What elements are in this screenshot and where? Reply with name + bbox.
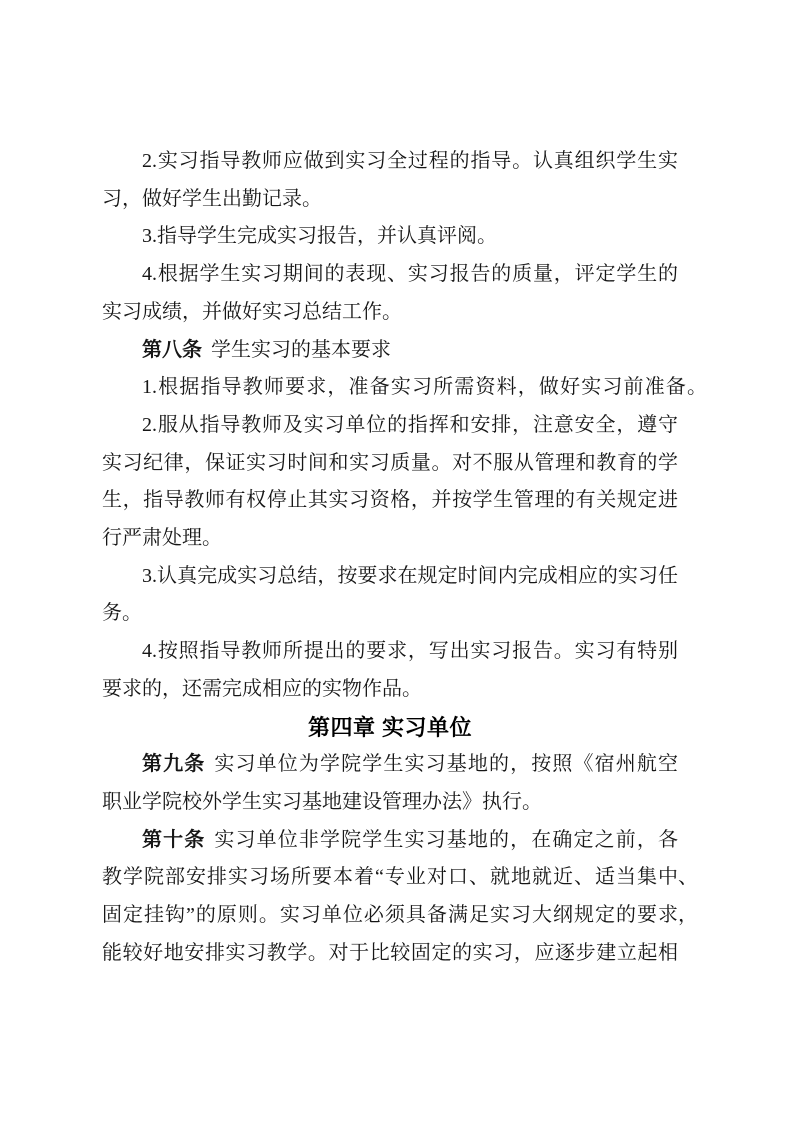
text-run: 行严肃处理。	[102, 527, 222, 550]
article-number: 第八条	[142, 338, 202, 361]
hanging-punctuation: ，	[678, 904, 698, 927]
article-number: 第十条	[142, 828, 206, 851]
text-line	[102, 633, 678, 671]
text-run: 教学院部安排实习场所要本着“专业对口、就地就近、适当集中	[102, 866, 678, 889]
text-run: 能较好地安排实习教学。对于比较固定的实习，应逐步建立起相	[102, 941, 678, 964]
text-run: 4.按照指导教师所提出的要求，写出实习报告。实习有特别	[142, 640, 678, 663]
text-line	[102, 935, 678, 973]
text-line	[102, 143, 678, 181]
article-title: 学生实习的基本要求	[211, 338, 391, 361]
text-run: 实习单位为学院学生实习基地的，按照《宿州航空	[214, 753, 678, 776]
article-number: 第九条	[142, 753, 206, 776]
chapter-heading	[102, 709, 678, 747]
text-run: 习，做好学生出勤记录。	[102, 187, 322, 210]
text-run: 固定挂钩”的原则。实习单位必须具备满足实习大纲规定的要求	[102, 904, 678, 927]
text-run: 务。	[102, 602, 142, 625]
text-run: 2.实习指导教师应做到实习全过程的指导。认真组织学生实	[142, 150, 678, 172]
chapter-heading-text: 第四章 实习单位	[307, 714, 473, 740]
text-run: 生，指导教师有权停止其实习资格，并按学生管理的有关规定进	[102, 489, 678, 512]
text-line	[102, 218, 678, 256]
text-run: 4.根据学生实习期间的表现、实习报告的质量，评定学生的	[142, 263, 678, 286]
text-line	[102, 784, 678, 822]
text-line	[102, 595, 678, 633]
text-run: 职业学院校外学生实习基地建设管理办法》执行。	[102, 790, 542, 813]
text-line	[102, 294, 678, 332]
text-run: 实习单位非学院学生实习基地的，在确定之前，各	[214, 828, 678, 851]
hanging-punctuation: 、	[678, 866, 698, 889]
text-run: 1.根据指导教师要求，准备实习所需资料，做好实习前准备。	[142, 376, 707, 399]
text-line	[102, 482, 678, 520]
text-line	[102, 332, 678, 370]
text-run: 实习成绩，并做好实习总结工作。	[102, 300, 402, 323]
text-line	[102, 407, 678, 445]
text-line	[102, 859, 698, 897]
text-line	[102, 746, 678, 784]
text-line	[102, 671, 678, 709]
text-line	[102, 256, 678, 294]
text-run: 3.指导学生完成实习报告，并认真评阅。	[142, 225, 497, 248]
text-line	[102, 369, 707, 407]
text-line	[102, 181, 678, 219]
text-run: 要求的，还需完成相应的实物作品。	[102, 677, 422, 700]
text-run: 2.服从指导教师及实习单位的指挥和安排，注意安全，遵守	[142, 413, 678, 436]
text-line	[102, 520, 678, 558]
text-run: 实习纪律，保证实习时间和实习质量。对不服从管理和教育的学	[102, 451, 678, 474]
text-line	[102, 558, 678, 596]
text-line	[102, 445, 678, 483]
text-line	[102, 897, 698, 935]
text-line	[102, 822, 678, 860]
text-run: 3.认真完成实习总结，按要求在规定时间内完成相应的实习任	[142, 564, 678, 587]
page-body-text	[102, 143, 707, 972]
